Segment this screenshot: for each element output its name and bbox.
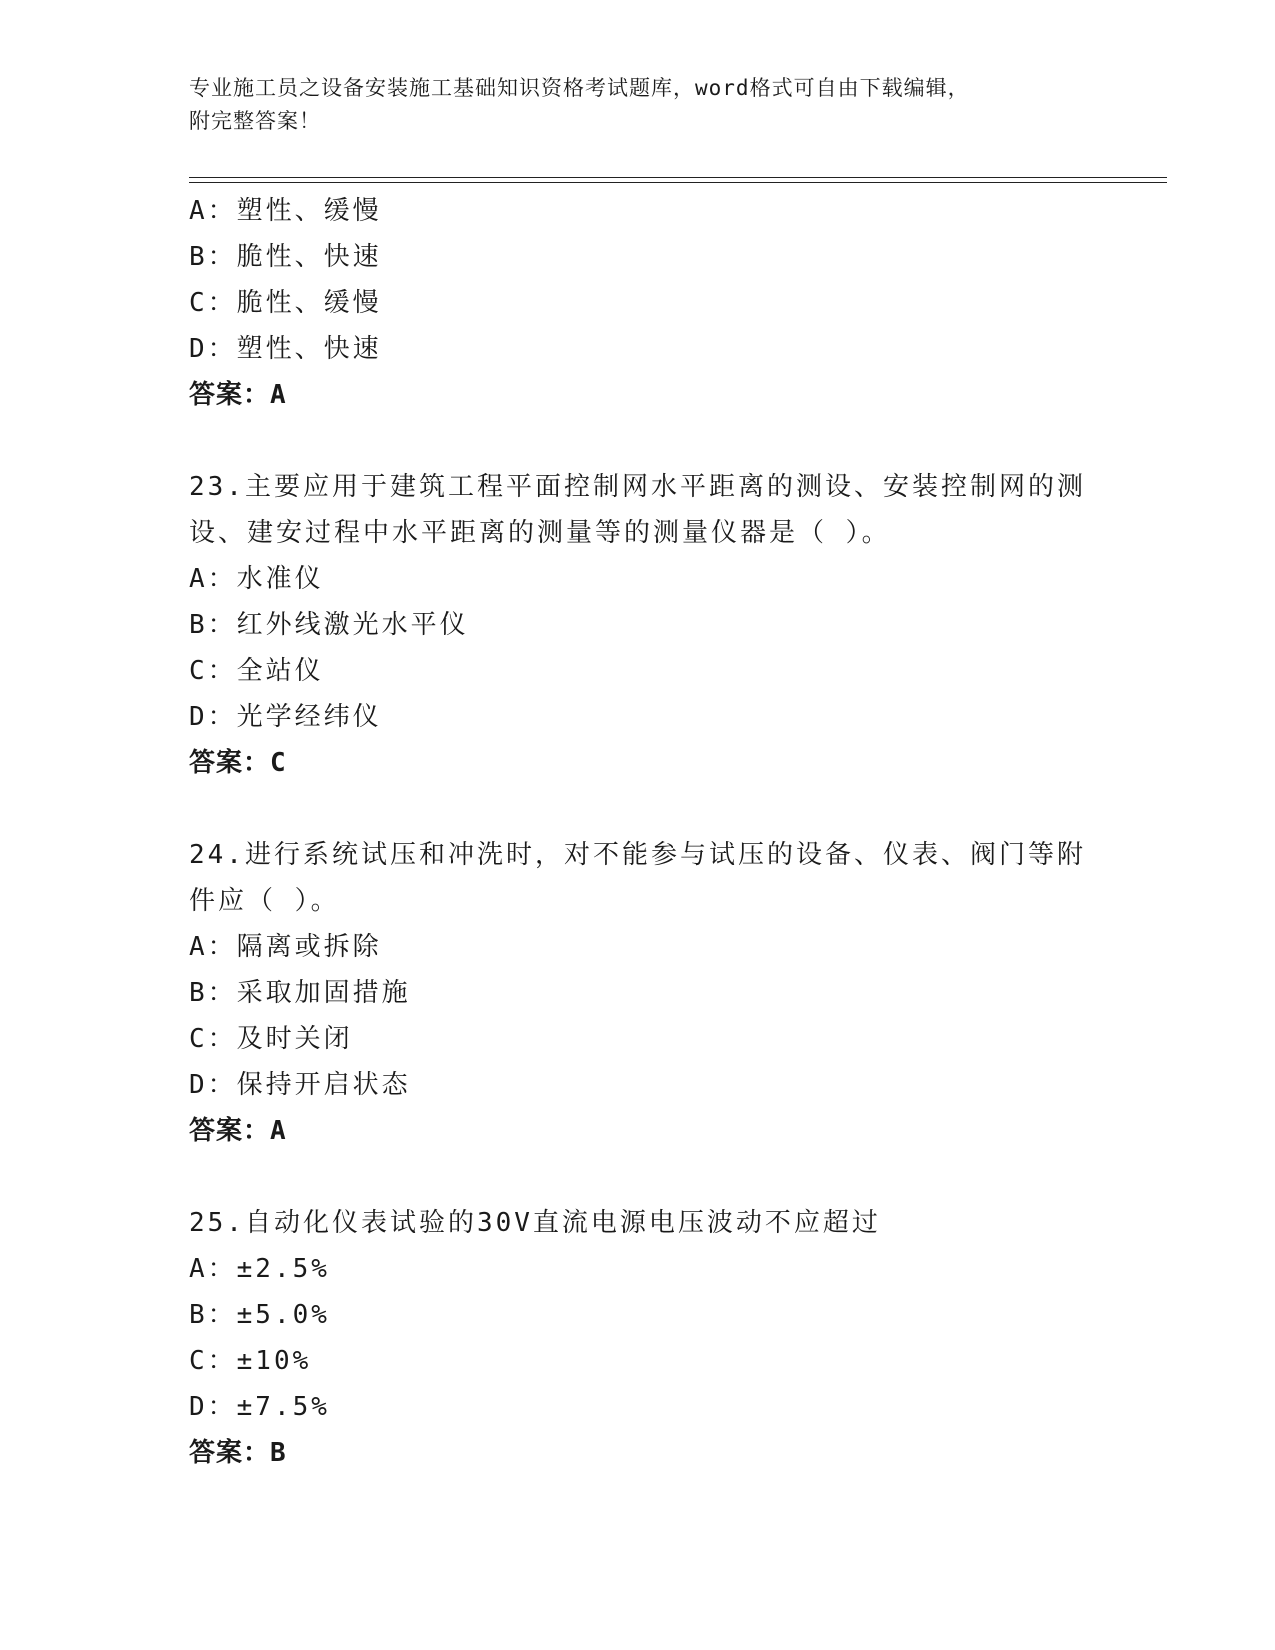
header-divider-bottom (189, 182, 1167, 183)
question-prev (189, 188, 1109, 418)
answer-line: 答案：A (189, 1116, 287, 1146)
question-23 (189, 464, 1109, 786)
header-line-2: 附完整答案！ (189, 109, 321, 133)
option-b: B：红外线激光水平仪 (189, 610, 469, 640)
option-c: C：全站仪 (189, 656, 324, 686)
option-d: D：±7.5% (189, 1392, 330, 1422)
option-a: A：±2.5% (189, 1254, 330, 1284)
question-stem-line-2: 件应（ ）。 (189, 886, 340, 916)
question-stem-line-1: 24.进行系统试压和冲洗时，对不能参与试压的设备、仪表、阀门等附 (189, 840, 1086, 870)
header-divider-top (189, 177, 1167, 178)
option-c: C：及时关闭 (189, 1024, 353, 1054)
question-stem-line-1: 23.主要应用于建筑工程平面控制网水平距离的测设、安装控制网的测 (189, 472, 1086, 502)
question-list (189, 188, 1109, 1476)
option-b: B：采取加固措施 (189, 978, 411, 1008)
option-b: B：脆性、快速 (189, 242, 382, 272)
option-a: A：水准仪 (189, 564, 324, 594)
option-d: D：塑性、快速 (189, 334, 382, 364)
answer-line: 答案：C (189, 748, 287, 778)
question-stem-line-2: 设、建安过程中水平距离的测量等的测量仪器是（ ）。 (189, 518, 891, 548)
question-25 (189, 1200, 1109, 1476)
option-c: C：±10% (189, 1346, 312, 1376)
document-header (189, 72, 1089, 138)
header-line-1: 专业施工员之设备安装施工基础知识资格考试题库，word格式可自由下载编辑， (189, 76, 970, 100)
answer-line: 答案：B (189, 1438, 287, 1468)
option-b: B：±5.0% (189, 1300, 330, 1330)
question-stem-line-1: 25.自动化仪表试验的30V直流电源电压波动不应超过 (189, 1208, 881, 1238)
option-c: C：脆性、缓慢 (189, 288, 382, 318)
answer-line: 答案：A (189, 380, 287, 410)
option-a: A：塑性、缓慢 (189, 196, 382, 226)
option-d: D：保持开启状态 (189, 1070, 411, 1100)
question-24 (189, 832, 1109, 1154)
option-d: D：光学经纬仪 (189, 702, 382, 732)
option-a: A：隔离或拆除 (189, 932, 382, 962)
